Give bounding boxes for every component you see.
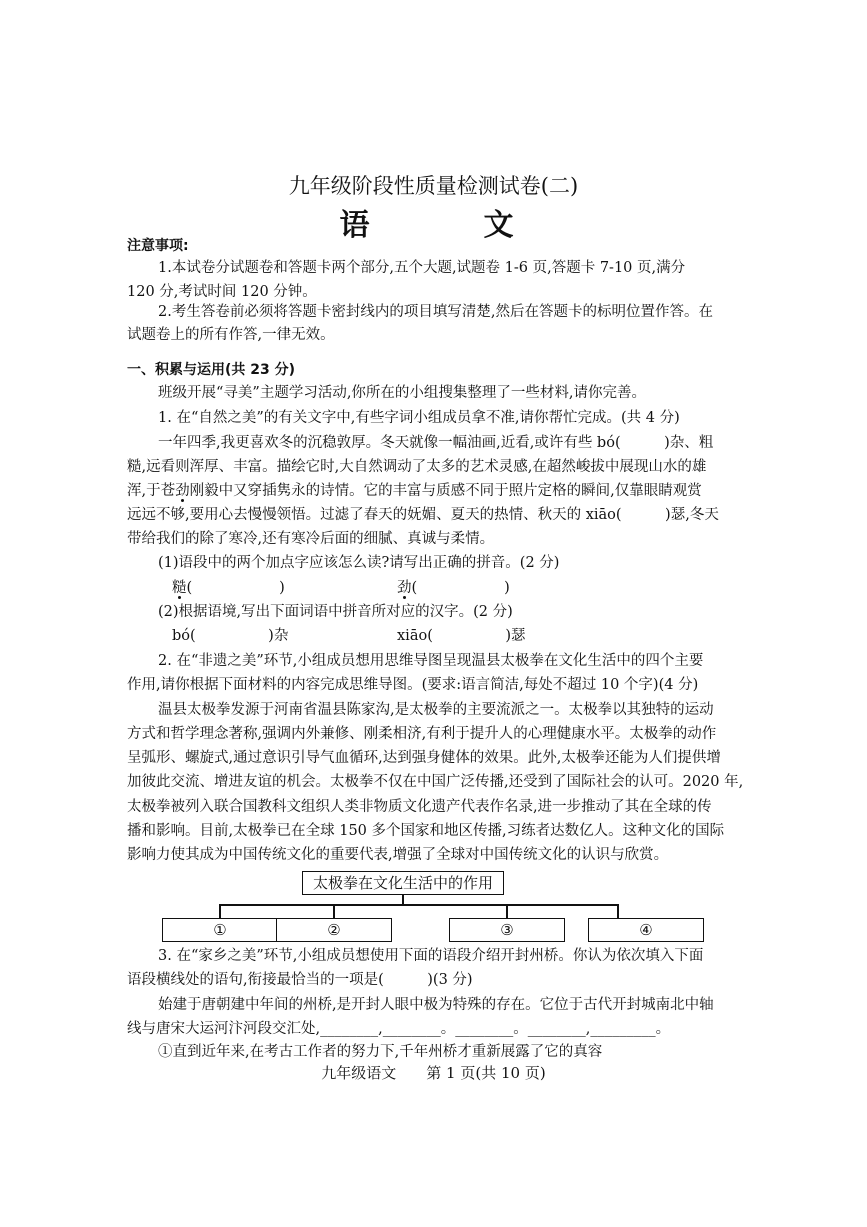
subject-title: 语 文 <box>339 208 556 243</box>
section-intro: 班级开展“寻美”主题学习活动,你所在的小组搜集整理了一些材料,请你完善。 <box>158 385 647 401</box>
option-1: ①直到近年来,在考古工作者的努力下,千年州桥才重新展露了它的真容 <box>158 1044 603 1060</box>
notice-item-1-cont: 120 分,考试时间 120 分钟。 <box>127 284 317 300</box>
passage-2-line: 加彼此交流、增进友谊的机会。太极拳不仅在中国广泛传播,还受到了国际社会的认可。2020 年, <box>127 774 744 790</box>
mindmap-child-3[interactable]: ③ <box>449 918 565 942</box>
emphasis-dot-char: 糙 <box>172 580 187 596</box>
question-3-cont: 语段横线处的语句,衔接最恰当的一项是( )(3 分) <box>127 972 473 988</box>
question-1-1: (1)语段中的两个加点字应该怎么读?请写出正确的拼音。(2 分) <box>158 555 560 571</box>
mindmap-child-2[interactable]: ② <box>276 918 392 942</box>
question-1: 1. 在“自然之美”的有关文字中,有些字词小组成员拿不准,请你帮忙完成。(共 4 分) <box>158 410 680 426</box>
passage-2-line: 呈弧形、螺旋式,通过意识引导气血循环,达到强身健体的效果。此外,太极拳还能为人们提供增 <box>127 750 721 766</box>
notice-item-2-cont: 试题卷上的所有作答,一律无效。 <box>127 327 335 343</box>
mindmap-connector <box>333 904 335 919</box>
passage-1-line: 一年四季,我更喜欢冬的沉稳敦厚。冬天就像一幅油画,近看,或许有些 bó( )杂、粗 <box>158 435 714 451</box>
mindmap-connector <box>219 904 618 906</box>
passage-1-line: 带给我们的除了寒冷,还有寒冷后面的细腻、真诚与柔情。 <box>127 531 495 547</box>
answer-blank-xiao: xiāo( )瑟 <box>397 628 526 644</box>
section-heading: 一、积累与运用(共 23 分) <box>127 362 296 378</box>
emphasis-dot-char: 劲 <box>175 483 190 499</box>
mindmap-child-1[interactable]: ① <box>162 918 278 942</box>
exam-title: 九年级阶段性质量检测试卷(二) <box>288 174 579 198</box>
notice-item-2: 2.考生答卷前必须将答题卡密封线内的项目填写清楚,然后在答题卡的标明位置作答。在 <box>158 304 713 320</box>
answer-blank-cao: 糙( ) <box>172 580 285 596</box>
passage-3-line: 始建于唐朝建中年间的州桥,是开封人眼中极为特殊的存在。它位于古代开封城南北中轴 <box>158 997 714 1013</box>
passage-1-line: 远远不够,要用心去慢慢领悟。过滤了春天的妩媚、夏天的热情、秋天的 xiāo( )瑟,冬天 <box>127 507 719 523</box>
mindmap-connector <box>506 904 508 919</box>
question-1-2: (2)根据语境,写出下面词语中拼音所对应的汉字。(2 分) <box>158 604 513 620</box>
answer-blank-bo: bó( )杂 <box>172 628 289 644</box>
passage-3-line: 线与唐宋大运河汴河段交汇处,________,________。________。________,_________。 <box>127 1021 671 1037</box>
notice-item-1: 1.本试卷分试题卷和答题卡两个部分,五个大题,试题卷 1-6 页,答题卡 7-10 页,满分 <box>158 260 686 276</box>
emphasis-dot-char: 劲 <box>397 580 412 596</box>
mindmap-root: 太极拳在文化生活中的作用 <box>302 871 504 895</box>
question-2-cont: 作用,请你根据下面材料的内容完成思维导图。(要求:语言简洁,每处不超过 10 个字)(4 分) <box>127 677 699 693</box>
question-3: 3. 在“家乡之美”环节,小组成员想使用下面的语段介绍开封州桥。你认为依次填入下面 <box>158 948 704 964</box>
passage-2-line: 影响力使其成为中国传统文化的重要代表,增强了全球对中国传统文化的认识与欣赏。 <box>127 847 669 863</box>
mindmap-connector <box>617 904 619 919</box>
passage-2-line: 播和影响。目前,太极拳已在全球 150 多个国家和地区传播,习练者达数亿人。这种文化的国际 <box>127 823 725 839</box>
passage-2-line: 温县太极拳发源于河南省温县陈家沟,是太极拳的主要流派之一。太极拳以其独特的运动 <box>158 702 714 718</box>
passage-1-line: 糙,远看则浑厚、丰富。描绘它时,大自然调动了太多的艺术灵感,在超然峻拔中展现山水的雄 <box>127 459 707 475</box>
mindmap-child-4[interactable]: ④ <box>588 918 704 942</box>
passage-2-line: 太极拳被列入联合国教科文组织人类非物质文化遗产代表作名录,进一步推动了其在全球的传 <box>127 799 712 815</box>
notice-heading: 注意事项: <box>127 238 189 254</box>
answer-blank-jin: 劲( ) <box>397 580 510 596</box>
mindmap-connector <box>219 904 221 919</box>
question-2: 2. 在“非遗之美”环节,小组成员想用思维导图呈现温县太极拳在文化生活中的四个主要 <box>158 653 704 669</box>
passage-2-line: 方式和哲学理念著称,强调内外兼修、刚柔相济,有利于提升人的心理健康水平。太极拳的动作 <box>127 726 717 742</box>
passage-1-line: 浑,于苍劲刚毅中又穿插隽永的诗情。它的丰富与质感不同于照片定格的瞬间,仅靠眼睛观赏 <box>127 483 702 499</box>
page-footer: 九年级语文 第 1 页(共 10 页) <box>321 1064 546 1082</box>
